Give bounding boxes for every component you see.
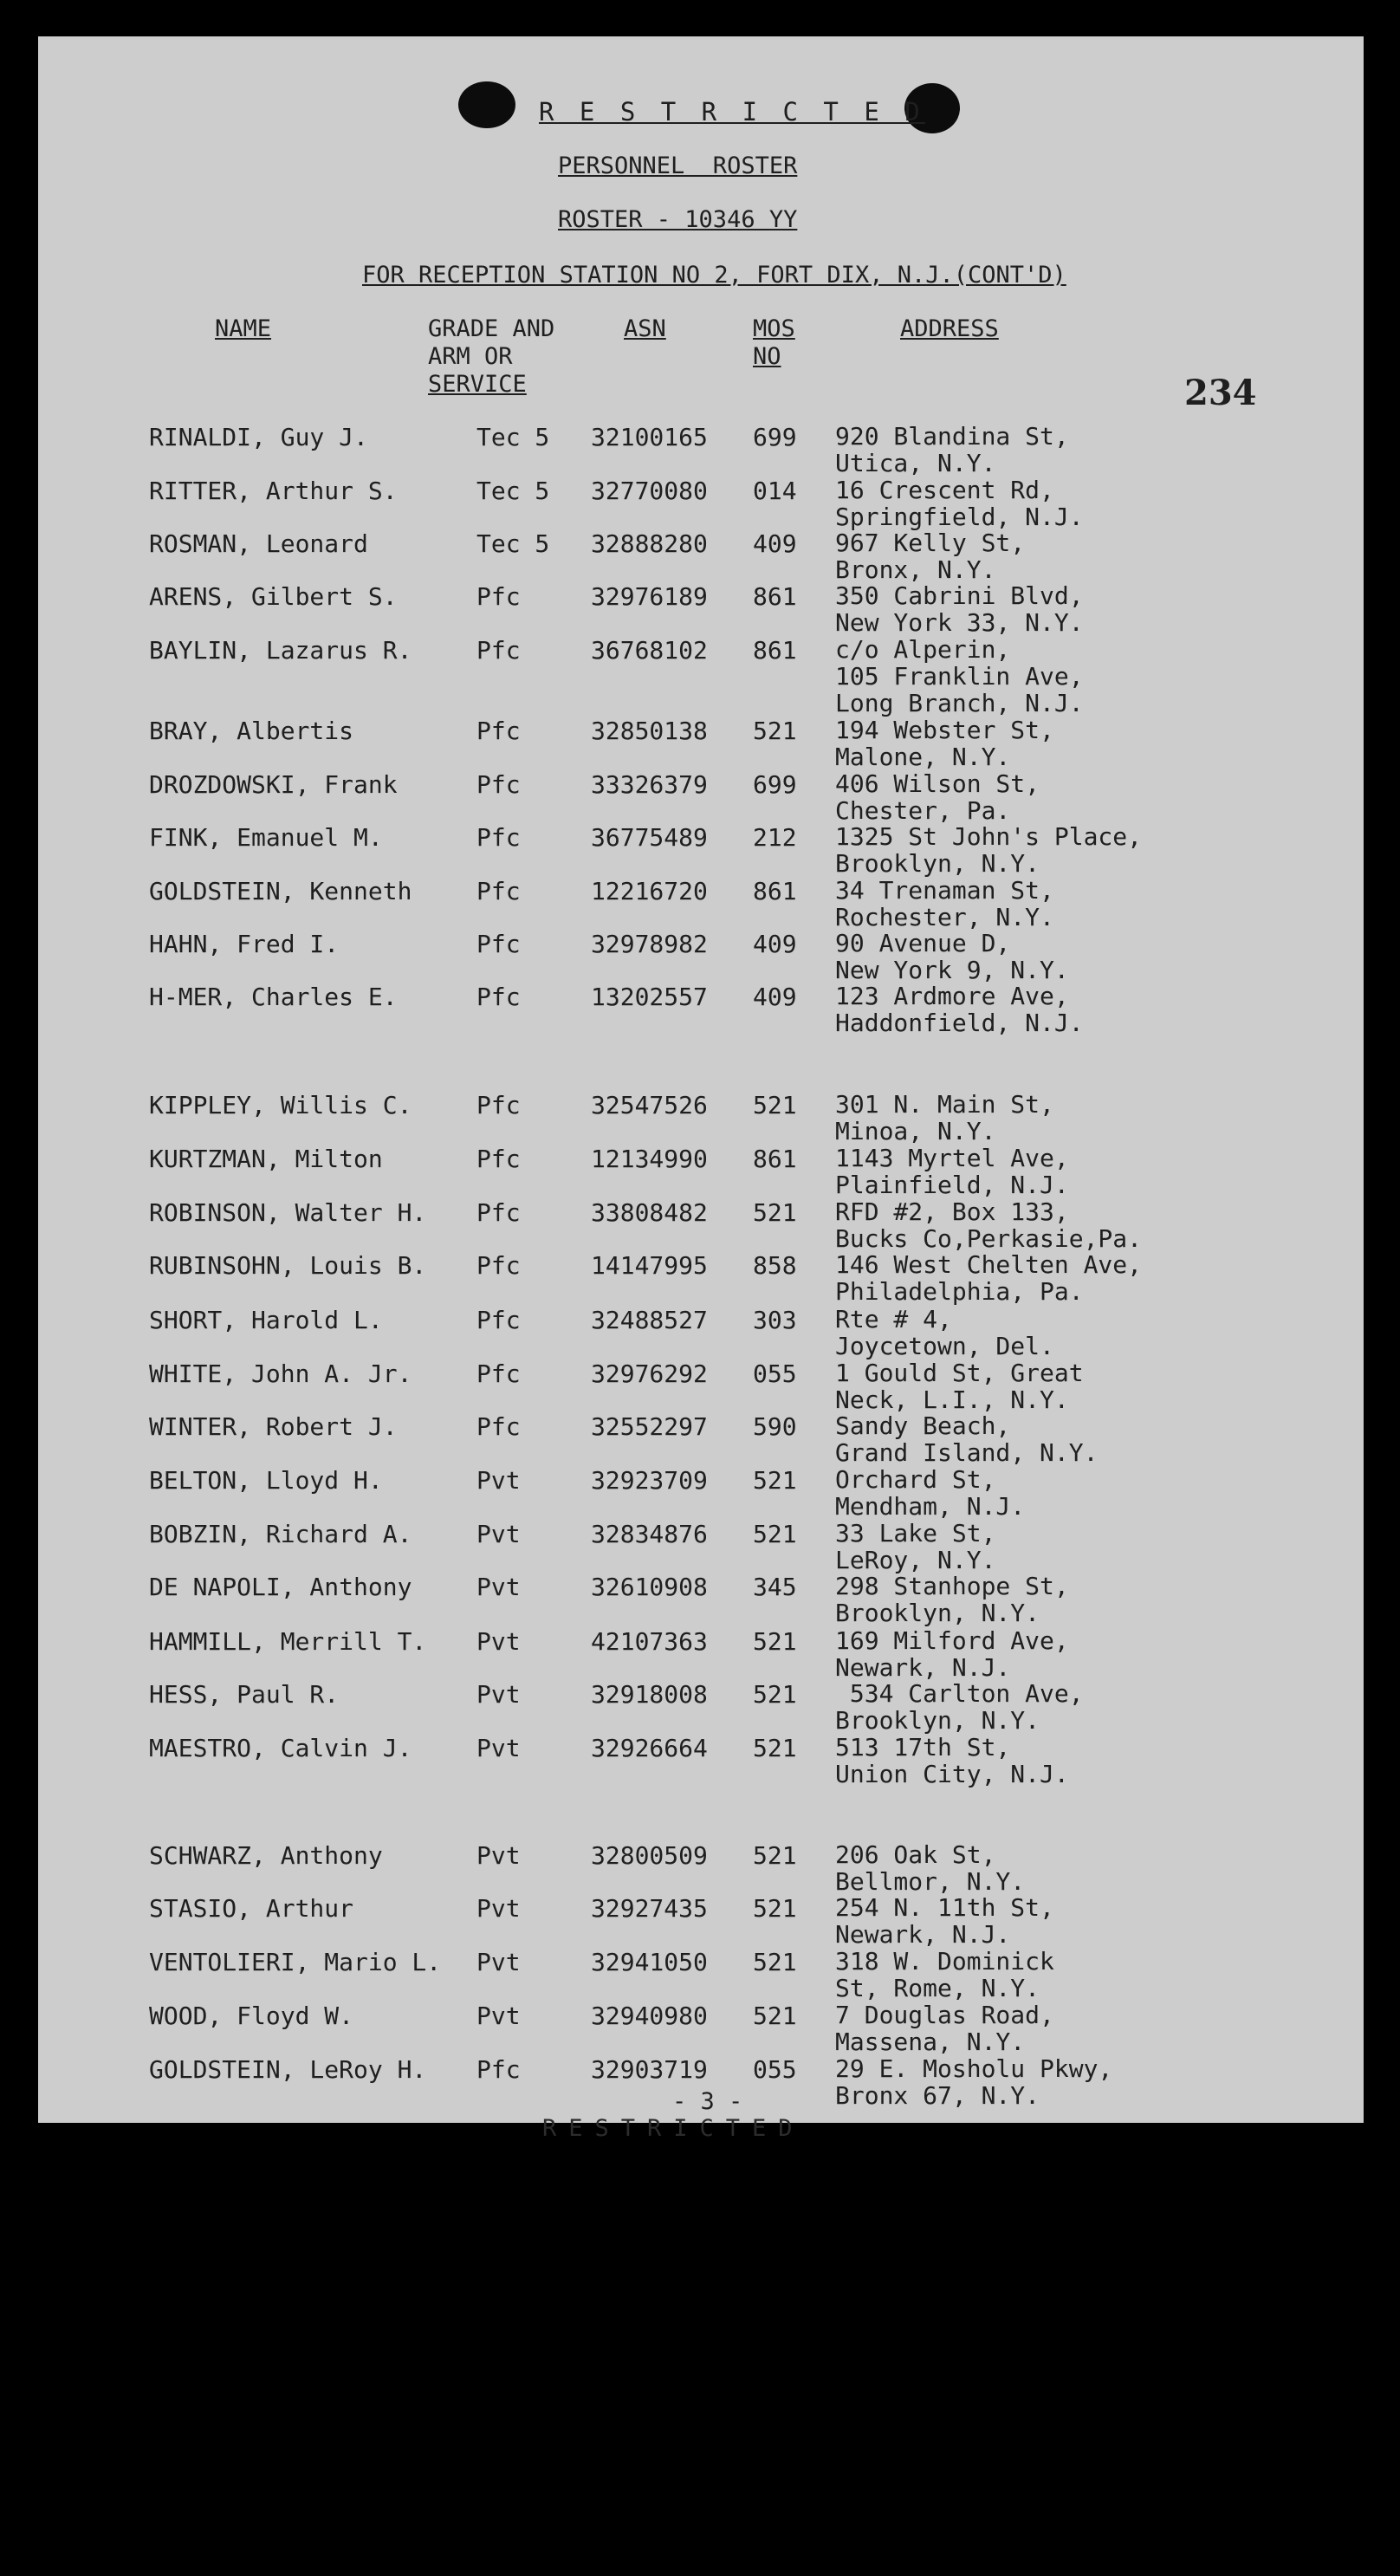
roster-row bbox=[0, 1359, 1400, 1413]
roster-row bbox=[0, 2002, 1400, 2055]
address-line: Long Branch, N.J. bbox=[835, 689, 1084, 717]
address-line: 920 Blandina St, bbox=[835, 422, 1069, 451]
address-line: 7 Douglas Road, bbox=[835, 2001, 1054, 2029]
entry-address bbox=[835, 1894, 1054, 1948]
entry-address bbox=[835, 2055, 1112, 2109]
entry-grade: Pfc bbox=[476, 1412, 521, 1441]
page-number-stamp: 234 bbox=[1184, 373, 1257, 413]
entry-address bbox=[835, 1145, 1069, 1198]
entry-asn: 32770080 bbox=[591, 477, 708, 505]
address-line: Minoa, N.Y. bbox=[835, 1117, 996, 1145]
grade-header-line-3: SERVICE bbox=[428, 371, 527, 398]
footer-classification: RESTRICTED bbox=[542, 2115, 805, 2142]
roster-row bbox=[0, 770, 1400, 824]
roster-row bbox=[0, 877, 1400, 931]
entry-grade: Pvt bbox=[476, 1466, 521, 1495]
station-line: FOR RECEPTION STATION NO 2, FORT DIX, N.J.(CONT'D) bbox=[362, 262, 1066, 289]
entry-name: ROSMAN, Leonard bbox=[149, 529, 368, 558]
address-line: Massena, N.Y. bbox=[835, 2028, 1026, 2056]
entry-name: VENTOLIERI, Mario L. bbox=[149, 1948, 442, 1976]
entry-asn: 32834876 bbox=[591, 1520, 708, 1548]
entry-address bbox=[835, 1251, 1142, 1305]
address-line: Neck, L.I., N.Y. bbox=[835, 1385, 1069, 1414]
entry-name: KIPPLEY, Willis C. bbox=[149, 1091, 412, 1119]
address-line: Rte # 4, bbox=[835, 1305, 952, 1333]
classification-header: R E S T R I C T E D bbox=[539, 97, 925, 127]
address-line: Orchard St, bbox=[835, 1465, 996, 1494]
address-line: Union City, N.J. bbox=[835, 1760, 1069, 1788]
entry-mos: 699 bbox=[753, 770, 797, 799]
entry-grade: Pfc bbox=[476, 983, 521, 1011]
address-line: 513 17th St, bbox=[835, 1733, 1011, 1762]
address-line: 169 Milford Ave, bbox=[835, 1626, 1069, 1655]
entry-name: WINTER, Robert J. bbox=[149, 1412, 398, 1441]
entry-asn: 32552297 bbox=[591, 1412, 708, 1441]
address-line: Bronx 67, N.Y. bbox=[835, 2081, 1040, 2110]
entry-address bbox=[835, 1734, 1069, 1788]
address-line: 350 Cabrini Blvd, bbox=[835, 581, 1084, 610]
entry-mos: 409 bbox=[753, 529, 797, 558]
column-header-name: NAME bbox=[215, 315, 272, 342]
entry-mos: 521 bbox=[753, 1627, 797, 1656]
address-line: 146 West Chelten Ave, bbox=[835, 1250, 1143, 1279]
entry-asn: 32547526 bbox=[591, 1091, 708, 1119]
address-line: RFD #2, Box 133, bbox=[835, 1197, 1069, 1226]
address-line: St, Rome, N.Y. bbox=[835, 1974, 1040, 2002]
entry-address bbox=[835, 1091, 1054, 1145]
roster-row bbox=[0, 1841, 1400, 1895]
entry-grade: Pfc bbox=[476, 582, 521, 611]
entry-name: H-MER, Charles E. bbox=[149, 983, 398, 1011]
entry-mos: 699 bbox=[753, 423, 797, 451]
entry-grade: Pvt bbox=[476, 1894, 521, 1923]
entry-address bbox=[835, 1573, 1069, 1626]
entry-asn: 32978982 bbox=[591, 930, 708, 958]
roster-row bbox=[0, 1894, 1400, 1948]
address-line: 33 Lake St, bbox=[835, 1519, 996, 1548]
entry-address bbox=[835, 2002, 1054, 2055]
address-line: Philadelphia, Pa. bbox=[835, 1277, 1084, 1306]
entry-mos: 521 bbox=[753, 1466, 797, 1495]
entry-grade: Pfc bbox=[476, 1359, 521, 1388]
entry-name: GOLDSTEIN, Kenneth bbox=[149, 877, 412, 905]
entry-address bbox=[835, 877, 1054, 931]
column-header-grade bbox=[428, 315, 554, 399]
entry-name: DROZDOWSKI, Frank bbox=[149, 770, 398, 799]
entry-grade: Pfc bbox=[476, 2055, 521, 2084]
entry-asn: 32927435 bbox=[591, 1894, 708, 1923]
entry-mos: 861 bbox=[753, 636, 797, 665]
address-line: 1 Gould St, Great bbox=[835, 1359, 1084, 1387]
address-line: Chester, Pa. bbox=[835, 796, 1011, 825]
entry-name: RINALDI, Guy J. bbox=[149, 423, 368, 451]
entry-asn: 32800509 bbox=[591, 1841, 708, 1870]
address-line: LeRoy, N.Y. bbox=[835, 1546, 996, 1574]
entry-name: HAHN, Fred I. bbox=[149, 930, 340, 958]
entry-grade: Pfc bbox=[476, 770, 521, 799]
entry-grade: Pfc bbox=[476, 1198, 521, 1227]
entry-name: BAYLIN, Lazarus R. bbox=[149, 636, 412, 665]
entry-address bbox=[835, 1306, 1054, 1359]
entry-mos: 055 bbox=[753, 2055, 797, 2084]
roster-row bbox=[0, 1412, 1400, 1466]
entry-grade: Tec 5 bbox=[476, 477, 550, 505]
address-line: Brooklyn, N.Y. bbox=[835, 1599, 1040, 1627]
address-line: Utica, N.Y. bbox=[835, 449, 996, 477]
entry-grade: Pfc bbox=[476, 823, 521, 852]
entry-grade: Pfc bbox=[476, 1145, 521, 1173]
entry-mos: 521 bbox=[753, 1841, 797, 1870]
roster-row bbox=[0, 717, 1400, 770]
entry-name: MAESTRO, Calvin J. bbox=[149, 1734, 412, 1762]
entry-mos: 409 bbox=[753, 983, 797, 1011]
entry-address bbox=[835, 1466, 1025, 1520]
entry-mos: 055 bbox=[753, 1359, 797, 1388]
column-header-asn: ASN bbox=[624, 315, 666, 342]
entry-address bbox=[835, 582, 1084, 636]
entry-asn: 13202557 bbox=[591, 983, 708, 1011]
roster-row bbox=[0, 1306, 1400, 1359]
address-line: Grand Island, N.Y. bbox=[835, 1438, 1099, 1467]
entry-asn: 33808482 bbox=[591, 1198, 708, 1227]
address-line: 206 Oak St, bbox=[835, 1840, 996, 1869]
roster-row bbox=[0, 529, 1400, 583]
entry-address bbox=[835, 770, 1040, 824]
roster-row bbox=[0, 983, 1400, 1036]
entry-asn: 32926664 bbox=[591, 1734, 708, 1762]
address-line: Rochester, N.Y. bbox=[835, 903, 1054, 931]
address-line: c/o Alperin, bbox=[835, 635, 1011, 664]
address-line: 298 Stanhope St, bbox=[835, 1572, 1069, 1600]
address-line: Springfield, N.J. bbox=[835, 503, 1084, 531]
address-line: 123 Ardmore Ave, bbox=[835, 982, 1069, 1010]
roster-row bbox=[0, 423, 1400, 477]
entry-grade: Pvt bbox=[476, 1734, 521, 1762]
entry-grade: Pvt bbox=[476, 2002, 521, 2030]
entry-address bbox=[835, 636, 1084, 717]
address-line: 301 N. Main St, bbox=[835, 1090, 1054, 1119]
column-header-mos bbox=[753, 315, 795, 371]
roster-row bbox=[0, 477, 1400, 530]
entry-mos: 521 bbox=[753, 1680, 797, 1709]
roster-row bbox=[0, 582, 1400, 636]
address-line: 29 E. Mosholu Pkwy, bbox=[835, 2054, 1113, 2083]
entry-address bbox=[835, 823, 1142, 877]
roster-number: ROSTER - 10346 YY bbox=[558, 206, 798, 233]
address-line: Plainfield, N.J. bbox=[835, 1171, 1069, 1199]
address-line: Newark, N.J. bbox=[835, 1920, 1011, 1949]
entry-mos: 521 bbox=[753, 2002, 797, 2030]
entry-mos: 858 bbox=[753, 1251, 797, 1280]
roster-row bbox=[0, 1251, 1400, 1305]
entry-name: STASIO, Arthur bbox=[149, 1894, 354, 1923]
roster-row bbox=[0, 1573, 1400, 1626]
entry-asn: 36775489 bbox=[591, 823, 708, 852]
entry-name: ROBINSON, Walter H. bbox=[149, 1198, 427, 1227]
entry-address bbox=[835, 1841, 1025, 1895]
address-line: 194 Webster St, bbox=[835, 716, 1054, 744]
entry-mos: 521 bbox=[753, 1198, 797, 1227]
entry-mos: 521 bbox=[753, 1894, 797, 1923]
address-line: Newark, N.J. bbox=[835, 1653, 1011, 1682]
entry-name: KURTZMAN, Milton bbox=[149, 1145, 383, 1173]
address-line: 534 Carlton Ave, bbox=[835, 1679, 1084, 1708]
entry-grade: Pfc bbox=[476, 1251, 521, 1280]
entry-address bbox=[835, 930, 1069, 983]
entry-grade: Pvt bbox=[476, 1573, 521, 1601]
entry-asn: 32940980 bbox=[591, 2002, 708, 2030]
entry-name: BOBZIN, Richard A. bbox=[149, 1520, 412, 1548]
entry-name: RITTER, Arthur S. bbox=[149, 477, 398, 505]
roster-row bbox=[0, 930, 1400, 983]
punch-hole-left bbox=[458, 81, 515, 128]
roster-row bbox=[0, 1520, 1400, 1574]
document-page bbox=[38, 36, 1364, 2123]
entry-asn: 32903719 bbox=[591, 2055, 708, 2084]
entry-name: HAMMILL, Merrill T. bbox=[149, 1627, 427, 1656]
grade-header-line-2: ARM OR bbox=[428, 343, 513, 370]
entry-name: BELTON, Lloyd H. bbox=[149, 1466, 383, 1495]
entry-mos: 521 bbox=[753, 1948, 797, 1976]
entry-asn: 36768102 bbox=[591, 636, 708, 665]
entry-address bbox=[835, 1412, 1098, 1466]
roster-row bbox=[0, 1091, 1400, 1145]
entry-name: WHITE, John A. Jr. bbox=[149, 1359, 412, 1388]
roster-row bbox=[0, 1734, 1400, 1788]
address-line: Bronx, N.Y. bbox=[835, 555, 996, 584]
address-line: 34 Trenaman St, bbox=[835, 876, 1054, 905]
address-line: 406 Wilson St, bbox=[835, 769, 1040, 798]
column-header-address: ADDRESS bbox=[900, 315, 999, 342]
entry-asn: 42107363 bbox=[591, 1627, 708, 1656]
entry-name: FINK, Emanuel M. bbox=[149, 823, 383, 852]
address-line: Haddonfield, N.J. bbox=[835, 1009, 1084, 1037]
address-line: Brooklyn, N.Y. bbox=[835, 849, 1040, 878]
address-line: Malone, N.Y. bbox=[835, 743, 1011, 771]
entry-mos: 521 bbox=[753, 1091, 797, 1119]
address-line: 105 Franklin Ave, bbox=[835, 662, 1084, 691]
mos-header-line-1: MOS bbox=[753, 315, 795, 342]
entry-mos: 521 bbox=[753, 1734, 797, 1762]
entry-address bbox=[835, 1198, 1142, 1252]
entry-asn: 33326379 bbox=[591, 770, 708, 799]
entry-address bbox=[835, 423, 1069, 477]
entry-asn: 12134990 bbox=[591, 1145, 708, 1173]
roster-row bbox=[0, 635, 1400, 717]
entry-address bbox=[835, 717, 1054, 770]
entry-mos: 212 bbox=[753, 823, 797, 852]
roster-row bbox=[0, 1948, 1400, 2002]
entry-grade: Pfc bbox=[476, 717, 521, 745]
address-line: 90 Avenue D, bbox=[835, 929, 1011, 957]
roster-row bbox=[0, 823, 1400, 877]
entry-mos: 861 bbox=[753, 877, 797, 905]
roster-row bbox=[0, 1466, 1400, 1520]
address-line: Bucks Co,Perkasie,Pa. bbox=[835, 1224, 1143, 1253]
entry-grade: Pvt bbox=[476, 1948, 521, 1976]
entry-address bbox=[835, 1520, 995, 1574]
address-line: Bellmor, N.Y. bbox=[835, 1867, 1026, 1896]
entry-address bbox=[835, 1627, 1069, 1681]
roster-title: PERSONNEL ROSTER bbox=[558, 152, 798, 179]
entry-name: RUBINSOHN, Louis B. bbox=[149, 1251, 427, 1280]
address-line: 254 N. 11th St, bbox=[835, 1893, 1054, 1922]
address-line: 16 Crescent Rd, bbox=[835, 476, 1054, 504]
entry-grade: Tec 5 bbox=[476, 529, 550, 558]
entry-address bbox=[835, 529, 1025, 583]
entry-mos: 409 bbox=[753, 930, 797, 958]
entry-address bbox=[835, 983, 1084, 1036]
entry-mos: 861 bbox=[753, 582, 797, 611]
entry-grade: Pfc bbox=[476, 1091, 521, 1119]
entry-address bbox=[835, 1359, 1084, 1413]
address-line: 967 Kelly St, bbox=[835, 529, 1026, 557]
entry-grade: Pvt bbox=[476, 1627, 521, 1656]
entry-mos: 521 bbox=[753, 717, 797, 745]
roster-row bbox=[0, 1627, 1400, 1681]
entry-grade: Pfc bbox=[476, 877, 521, 905]
address-line: 1325 St John's Place, bbox=[835, 822, 1143, 851]
entry-asn: 32976189 bbox=[591, 582, 708, 611]
entry-name: HESS, Paul R. bbox=[149, 1680, 340, 1709]
address-line: 318 W. Dominick bbox=[835, 1947, 1054, 1976]
address-line: New York 33, N.Y. bbox=[835, 608, 1084, 637]
entry-grade: Pvt bbox=[476, 1680, 521, 1709]
entry-name: BRAY, Albertis bbox=[149, 717, 354, 745]
entry-mos: 014 bbox=[753, 477, 797, 505]
entry-asn: 32610908 bbox=[591, 1573, 708, 1601]
entry-mos: 861 bbox=[753, 1145, 797, 1173]
entry-address bbox=[835, 1680, 1084, 1734]
entry-address bbox=[835, 1948, 1054, 2002]
entry-grade: Pfc bbox=[476, 636, 521, 665]
entry-asn: 32100165 bbox=[591, 423, 708, 451]
entry-asn: 32850138 bbox=[591, 717, 708, 745]
entry-asn: 32888280 bbox=[591, 529, 708, 558]
address-line: New York 9, N.Y. bbox=[835, 956, 1069, 984]
entry-grade: Pvt bbox=[476, 1841, 521, 1870]
entry-name: SCHWARZ, Anthony bbox=[149, 1841, 383, 1870]
entry-asn: 32941050 bbox=[591, 1948, 708, 1976]
entry-grade: Tec 5 bbox=[476, 423, 550, 451]
entry-grade: Pvt bbox=[476, 1520, 521, 1548]
entry-grade: Pfc bbox=[476, 1306, 521, 1334]
entry-mos: 303 bbox=[753, 1306, 797, 1334]
grade-header-line-1: GRADE AND bbox=[428, 315, 555, 342]
address-line: 1143 Myrtel Ave, bbox=[835, 1144, 1069, 1172]
entry-name: GOLDSTEIN, LeRoy H. bbox=[149, 2055, 427, 2084]
entry-name: WOOD, Floyd W. bbox=[149, 2002, 354, 2030]
entry-name: ARENS, Gilbert S. bbox=[149, 582, 398, 611]
address-line: Mendham, N.J. bbox=[835, 1492, 1026, 1521]
roster-row bbox=[0, 1145, 1400, 1198]
entry-mos: 345 bbox=[753, 1573, 797, 1601]
entry-asn: 14147995 bbox=[591, 1251, 708, 1280]
address-line: Brooklyn, N.Y. bbox=[835, 1706, 1040, 1735]
mos-header-line-2: NO bbox=[753, 343, 781, 370]
entry-asn: 12216720 bbox=[591, 877, 708, 905]
entry-name: DE NAPOLI, Anthony bbox=[149, 1573, 412, 1601]
entry-mos: 590 bbox=[753, 1412, 797, 1441]
entry-asn: 32488527 bbox=[591, 1306, 708, 1334]
entry-grade: Pfc bbox=[476, 930, 521, 958]
entry-address bbox=[835, 477, 1084, 530]
entry-mos: 521 bbox=[753, 1520, 797, 1548]
entry-asn: 32918008 bbox=[591, 1680, 708, 1709]
page-footer: - 3 - bbox=[672, 2088, 743, 2115]
entry-name: SHORT, Harold L. bbox=[149, 1306, 383, 1334]
entry-asn: 32923709 bbox=[591, 1466, 708, 1495]
entry-asn: 32976292 bbox=[591, 1359, 708, 1388]
address-line: Sandy Beach, bbox=[835, 1411, 1011, 1440]
address-line: Joycetown, Del. bbox=[835, 1332, 1054, 1360]
roster-row bbox=[0, 1680, 1400, 1734]
roster-row bbox=[0, 1198, 1400, 1252]
